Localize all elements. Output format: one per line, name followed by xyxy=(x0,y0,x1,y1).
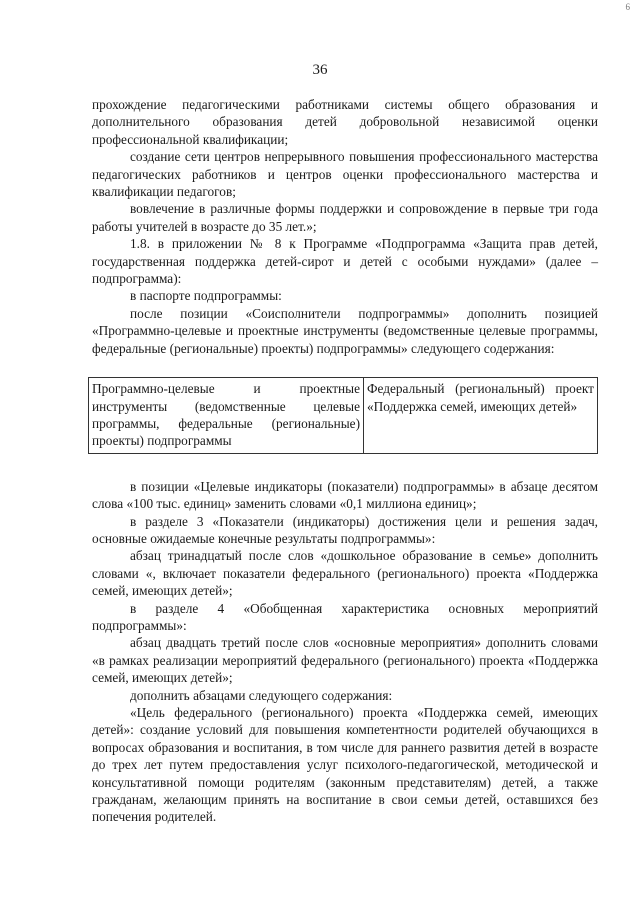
paragraph: вовлечение в различные формы поддержки и сопровождение в первые три года работы учителей в возрасте до 35 лет.»; xyxy=(92,201,598,234)
paragraph: в разделе 3 «Показатели (индикаторы) достижения цели и решения задач, основные ожидаемые конечные результаты подпрограммы»: xyxy=(92,513,598,546)
paragraph: 1.8. в приложении № 8 к Программе «Подпрограмма «Защита прав детей, государственная поддержка детей-сирот и детей с особыми нуждами» (далее – подпрограмма): xyxy=(92,236,598,287)
paragraph: в разделе 4 «Обобщенная характеристика основных мероприятий подпрограммы»: xyxy=(92,600,598,633)
page-number: 36 xyxy=(312,62,328,78)
paragraph: дополнить абзацами следующего содержания: xyxy=(130,687,393,703)
paragraph: создание сети центров непрерывного повышения профессионального мастерства педагогических работников и центров оценки профессионального мастерства и квалификации педагогов; xyxy=(92,149,598,200)
paragraph: абзац двадцать третий после слов «основные мероприятия» дополнить словами «в рамках реализации мероприятий федерального (регионального) проекта «Поддержка семей, имеющих детей»; xyxy=(92,635,598,686)
paragraph: после позиции «Соисполнители подпрограммы» дополнить позицией «Программно-целевые и проектные инструменты (ведомственные целевые программы, федеральные (региональные) проекты) подпрограммы» следующего содержания: xyxy=(92,305,598,356)
table-cell-left: Программно-целевые и проектные инструменты (ведомственные целевые программы, федеральные (региональные) проекты) подпрограммы xyxy=(89,378,364,454)
program-instruments-table xyxy=(88,377,598,454)
paragraph: абзац тринадцатый после слов «дошкольное образование в семье» дополнить словами «, включает показатели федерального (регионального) проекта «Поддержка семей, имеющих детей»; xyxy=(92,548,598,599)
table-row xyxy=(89,378,598,454)
corner-mark: 6 xyxy=(625,2,630,12)
paragraph: в паспорте подпрограммы: xyxy=(130,288,282,304)
paragraph: прохождение педагогическими работниками системы общего образования и дополнительного образования детей добровольной независимой оценки профессиональной квалификации; xyxy=(92,97,598,147)
table-cell-right: Федеральный (региональный) проект «Поддержка семей, имеющих детей» xyxy=(364,378,598,454)
document-body xyxy=(92,96,598,826)
paragraph: «Цель федерального (регионального) проекта «Поддержка семей, имеющих детей»: создание условий для повышения компетентности родителей обучающихся в вопросах образования и воспитания, в том числе для раннего развития детей в возрасте до трех лет путем предоставления услуг психолого-педагогической, методической и консультативной помощи родителям (законным представителям) детей, а также гражданам, желающим принять на воспитание в свои семьи детей, оставшихся без попечения родителей. xyxy=(92,705,598,825)
paragraph: в позиции «Целевые индикаторы (показатели) подпрограммы» в абзаце десятом слова «100 тыс. единиц» заменить словами «0,1 миллиона единиц»; xyxy=(92,478,598,512)
